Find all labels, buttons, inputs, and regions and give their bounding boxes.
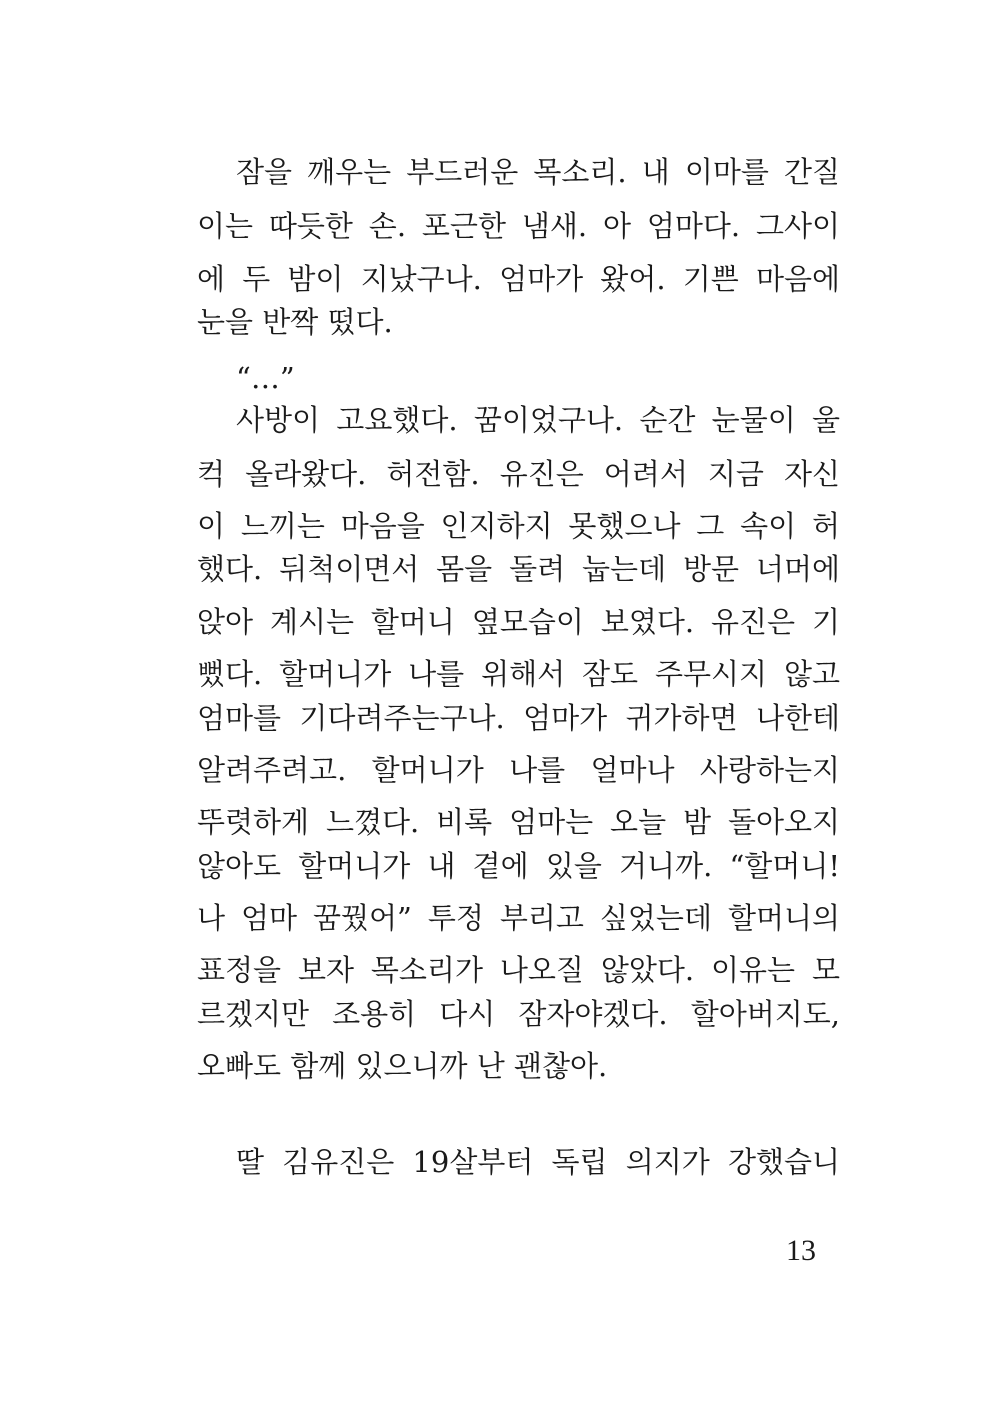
- text-line: 엄마를 기다려주는구나. 엄마가 귀가하면 나한테: [197, 701, 840, 735]
- text-line: 딸 김유진은 19살부터 독립 의지가 강했습니: [236, 1145, 840, 1179]
- text-line: 컥 올라왔다. 허전함. 유진은 어려서 지금 자신: [197, 457, 840, 491]
- text-line: 뻤다. 할머니가 나를 위해서 잠도 주무시지 않고: [197, 657, 840, 691]
- text-line: 않아도 할머니가 내 곁에 있을 거니까. “할머니!: [197, 849, 840, 883]
- text-line: 이 느끼는 마음을 인지하지 못했으나 그 속이 허: [197, 509, 840, 543]
- text-line: 나 엄마 꿈꿨어” 투정 부리고 싶었는데 할머니의: [197, 901, 840, 935]
- text-line: 에 두 밤이 지났구나. 엄마가 왔어. 기쁜 마음에: [197, 262, 840, 296]
- text-line: “…”: [236, 361, 295, 395]
- text-line: 앉아 계시는 할머니 옆모습이 보였다. 유진은 기: [197, 605, 840, 639]
- text-line: 뚜렷하게 느꼈다. 비록 엄마는 오늘 밤 돌아오지: [197, 805, 840, 839]
- text-line: 표정을 보자 목소리가 나오질 않았다. 이유는 모: [197, 953, 840, 987]
- text-line: 르겠지만 조용히 다시 잠자야겠다. 할아버지도,: [197, 997, 840, 1031]
- text-line: 했다. 뒤척이면서 몸을 돌려 눕는데 방문 너머에: [197, 552, 840, 586]
- text-line: 오빠도 함께 있으니까 난 괜찮아.: [197, 1049, 608, 1083]
- text-line: 사방이 고요했다. 꿈이었구나. 순간 눈물이 울: [236, 403, 840, 437]
- text-line: 잠을 깨우는 부드러운 목소리. 내 이마를 간질: [236, 155, 840, 189]
- text-line: 눈을 반짝 떴다.: [197, 305, 393, 339]
- text-line: 알려주려고. 할머니가 나를 얼마나 사랑하는지: [197, 753, 840, 787]
- text-line: 이는 따듯한 손. 포근한 냄새. 아 엄마다. 그사이: [197, 209, 840, 243]
- page-number: 13: [786, 1234, 816, 1267]
